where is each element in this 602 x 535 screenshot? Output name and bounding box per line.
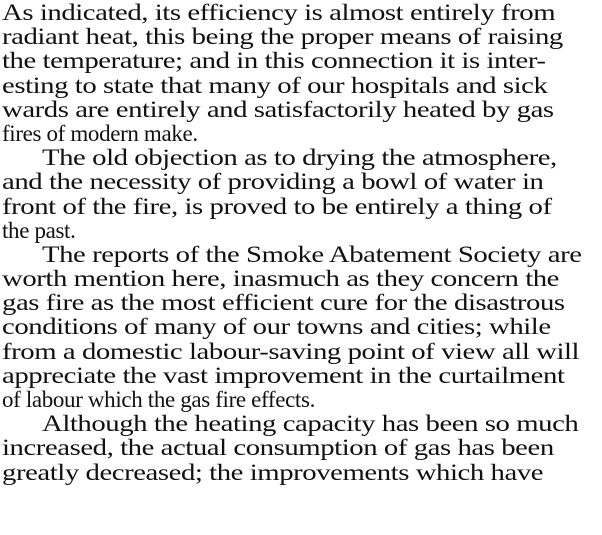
paragraph-1 <box>2 1 600 146</box>
text-line: and the necessity of providing a bowl of water in <box>2 169 544 195</box>
text-line: As indicated, its efficiency is almost entirely from <box>2 0 556 25</box>
text-line: worth mention here, inasmuch as they concern the <box>2 266 560 292</box>
text-block <box>2 1 600 485</box>
text-line: Although the heating capacity has been so much <box>42 411 579 437</box>
text-line: greatly decreased; the improvements which have <box>2 459 544 485</box>
text-line: The reports of the Smoke Abatement Society are <box>42 241 582 267</box>
text-line: esting to state that many of our hospitals and sick <box>2 72 548 98</box>
text-line: from a domestic labour-saving point of view all will <box>2 338 580 364</box>
paragraph-3 <box>2 243 600 412</box>
text-line: radiant heat, this being the proper means of raising <box>2 24 563 50</box>
paragraph-2 <box>2 146 600 243</box>
paragraph-4 <box>2 412 600 485</box>
text-line: the past. <box>2 217 76 243</box>
text-line: The old objection as to drying the atmosphere, <box>42 145 557 171</box>
text-line: fires of modern make. <box>2 120 198 146</box>
text-line: of labour which the gas fire effects. <box>2 387 315 412</box>
text-line: front of the fire, is proved to be entirely a thing of <box>2 193 552 219</box>
text-line: appreciate the vast improvement in the curtailment <box>2 362 565 388</box>
text-line: gas fire as the most efficient cure for the disastrous <box>2 290 565 316</box>
text-line: wards are entirely and satisfactorily heated by gas <box>2 96 554 122</box>
text-line: the temperature; and in this connection it is inter- <box>2 48 546 74</box>
text-line: increased, the actual consumption of gas has been <box>2 435 554 461</box>
text-line: conditions of many of our towns and cities; while <box>2 314 551 340</box>
